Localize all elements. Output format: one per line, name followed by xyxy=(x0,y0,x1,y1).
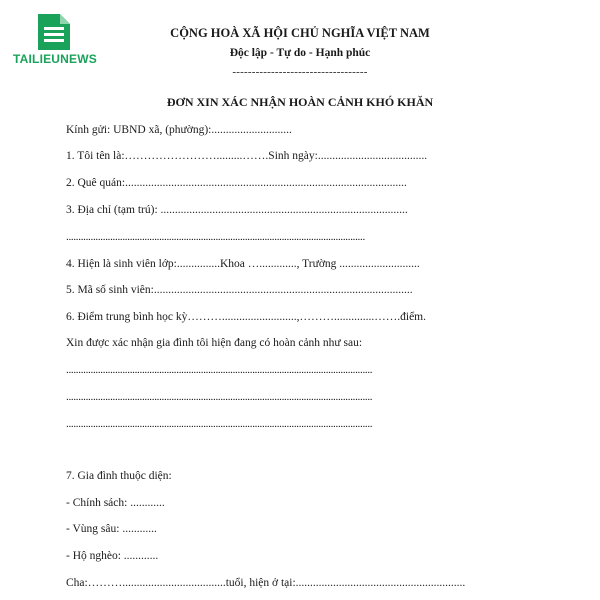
remote-area-line: - Vùng sâu: ............ xyxy=(66,523,157,535)
policy-line: - Chính sách: ............ xyxy=(66,497,165,509)
motto-heading: Độc lập - Tự do - Hạnh phúc xyxy=(229,47,371,59)
circumstance-blank-line: ............................................................................................................................. xyxy=(66,391,373,403)
hometown-line: 2. Quê quán:.................................................................................................. xyxy=(66,177,407,189)
document-icon xyxy=(35,12,73,52)
address-line: 3. Địa chỉ (tạm trú): ...................................................................................... xyxy=(66,204,408,216)
circumstance-blank-line: ............................................................................................................................. xyxy=(66,364,373,376)
logo-text: TAILIEUNEWS xyxy=(13,52,97,66)
circumstance-blank-line: ............................................................................................................................. xyxy=(66,418,373,430)
document-title: ĐƠN XIN XÁC NHẬN HOÀN CẢNH KHÓ KHĂN xyxy=(166,95,434,109)
header-separator: ----------------------------------- xyxy=(232,66,368,78)
father-line: Cha:………....................................tuổi, hiện ở tại:........................................................... xyxy=(66,577,466,589)
name-dob-line: 1. Tôi tên là:…………………….........…….Sinh ngày:...................................... xyxy=(66,150,428,162)
family-category-heading: 7. Gia đình thuộc diện: xyxy=(66,470,172,482)
gpa-line: 6. Điểm trung bình học kỳ………..........................,………..............…….điểm. xyxy=(66,311,426,323)
site-logo xyxy=(12,12,98,74)
student-id-line: 5. Mã số sinh viên:.......................................................................................... xyxy=(66,284,413,296)
confirmation-request-line: Xin được xác nhận gia đình tôi hiện đang có hoàn cảnh như sau: xyxy=(66,337,363,349)
poor-household-line: - Hộ nghèo: ............ xyxy=(66,550,159,562)
recipient-line: Kính gửi: UBND xã, (phường):............................ xyxy=(66,124,292,136)
nation-heading: CỘNG HOÀ XÃ HỘI CHỦ NGHĨA VIỆT NAM xyxy=(170,26,430,40)
student-class-line: 4. Hiện là sinh viên lớp:...............Khoa …............., Trường ............................ xyxy=(66,258,420,270)
address-continuation-line: .......................................................................................................................... xyxy=(66,231,365,243)
